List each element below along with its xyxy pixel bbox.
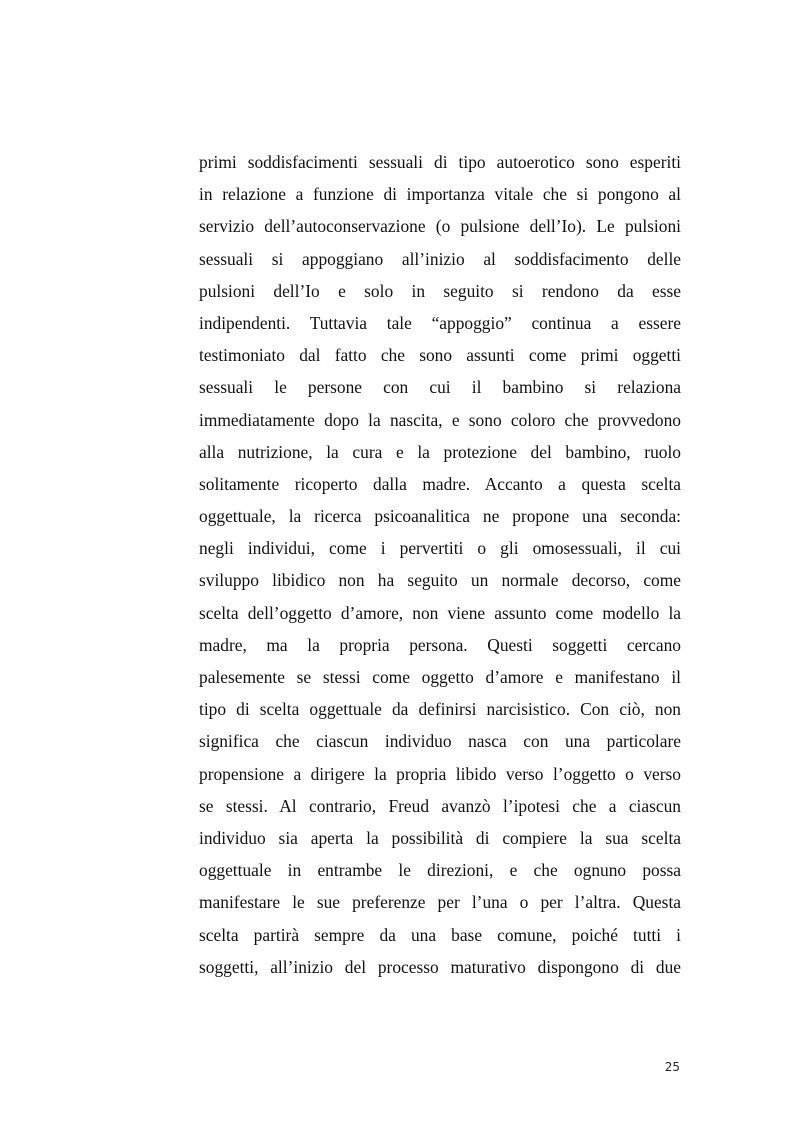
body-paragraph: [199, 146, 681, 983]
text-line: manifestare le sue preferenze per l’una o per l’altra. Questa: [199, 892, 681, 913]
text-line: primi soddisfacimenti sessuali di tipo autoerotico sono esperiti: [199, 152, 681, 172]
text-line: scelta dell’oggetto d’amore, non viene assunto come modello la: [199, 602, 681, 623]
page-number: 25: [664, 1060, 680, 1074]
text-line: oggettuale, la ricerca psicoanalitica ne propone una seconda:: [199, 506, 681, 527]
text-line: soggetti, all’inizio del processo maturativo dispongono di due: [199, 956, 681, 977]
text-line: palesemente se stessi come oggetto d’amore e manifestano il: [199, 667, 681, 687]
text-line: significa che ciascun individuo nasca con una particolare: [199, 731, 681, 752]
text-line: pulsioni dell’Io e solo in seguito si rendono da esse: [199, 280, 681, 301]
text-line: in relazione a funzione di importanza vitale che si pongono al: [199, 184, 681, 205]
text-line: immediatamente dopo la nascita, e sono coloro che provvedono: [199, 409, 681, 430]
text-line: individuo sia aperta la possibilità di compiere la sua scelta: [199, 827, 681, 848]
text-line: se stessi. Al contrario, Freud avanzò l’ipotesi che a ciascun: [199, 795, 681, 816]
text-line: oggettuale in entrambe le direzioni, e che ognuno possa: [199, 860, 681, 881]
text-line: solitamente ricoperto dalla madre. Accanto a questa scelta: [199, 473, 681, 494]
text-line: propensione a dirigere la propria libido verso l’oggetto o verso: [199, 763, 681, 784]
text-line: sviluppo libidico non ha seguito un normale decorso, come: [199, 570, 681, 591]
text-line: tipo di scelta oggettuale da definirsi narcisistico. Con ciò, non: [199, 699, 681, 720]
text-line: madre, ma la propria persona. Questi soggetti cercano: [199, 634, 681, 655]
text-line: negli individui, come i pervertiti o gli omosessuali, il cui: [199, 538, 681, 559]
text-line: testimoniato dal fatto che sono assunti come primi oggetti: [199, 345, 681, 366]
text-line: sessuali si appoggiano all’inizio al soddisfacimento delle: [199, 248, 681, 269]
text-line: alla nutrizione, la cura e la protezione del bambino, ruolo: [199, 441, 681, 462]
text-line: servizio dell’autoconservazione (o pulsione dell’Io). Le pulsioni: [199, 216, 681, 237]
text-line: sessuali le persone con cui il bambino si relaziona: [199, 377, 681, 398]
text-line: scelta partirà sempre da una base comune, poiché tutti i: [199, 924, 681, 945]
text-line: indipendenti. Tuttavia tale “appoggio” continua a essere: [199, 312, 681, 333]
